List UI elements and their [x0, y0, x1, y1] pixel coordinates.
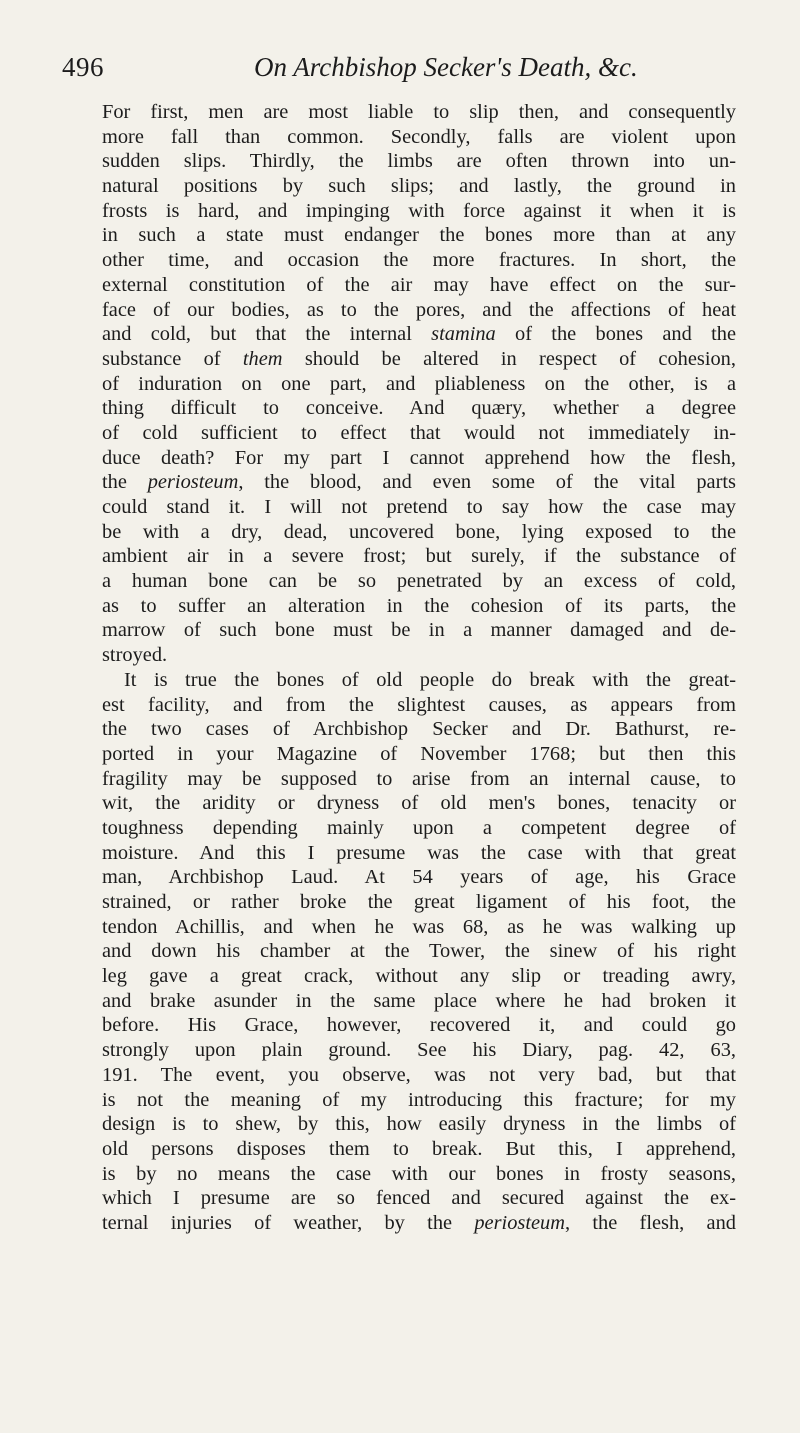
text-line: For first, men are most liable to slip then, and consequently	[102, 101, 736, 123]
italic-term: them	[242, 347, 283, 370]
text-segment: of the bones and the	[495, 323, 736, 346]
text-line: fragility may be supposed to arise from an internal cause, to	[102, 767, 736, 790]
text-line: natural positions by such slips; and lastly, the ground in	[102, 175, 736, 198]
text-line: a human bone can be so penetrated by an excess of cold,	[102, 570, 736, 593]
text-line: man, Archbishop Laud. At 54 years of age, his Grace	[102, 866, 736, 889]
text-line: and down his chamber at the Tower, the sinew of his right	[102, 940, 736, 963]
text-line: strongly upon plain ground. See his Diary, pag. 42, 63,	[102, 1039, 736, 1062]
text-line: which I presume are so fenced and secured against the ex-	[102, 1187, 736, 1210]
italic-term: stamina	[431, 323, 496, 346]
text-line	[102, 322, 736, 347]
text-line: could stand it. I will not pretend to say how the case may	[102, 496, 736, 518]
text-line: of cold sufficient to effect that would not immediately in-	[102, 421, 736, 444]
text-line: the two cases of Archbishop Secker and Dr. Bathurst, re-	[102, 718, 736, 741]
text-segment: , the flesh, and	[564, 1211, 736, 1234]
text-line: old persons disposes them to break. But this, I apprehend,	[102, 1137, 736, 1160]
text-line: moisture. And this I presume was the case with that great	[102, 841, 736, 864]
text-line: strained, or rather broke the great ligament of his foot, the	[102, 891, 736, 913]
text-line: external constitution of the air may have effect on the sur-	[102, 273, 736, 296]
text-line: and brake asunder in the same place where he had broken it	[102, 989, 736, 1012]
page-header	[62, 52, 734, 92]
italic-term: periosteum	[474, 1211, 565, 1234]
text-line: duce death? For my part I cannot apprehend how the flesh,	[102, 446, 736, 469]
text-line: leg gave a great crack, without any slip or treading awry,	[102, 965, 736, 988]
text-line: more fall than common. Secondly, falls are violent upon	[102, 125, 736, 148]
text-line: before. His Grace, however, recovered it, and could go	[102, 1014, 736, 1037]
text-line: in such a state must endanger the bones more than at any	[102, 224, 736, 247]
text-line: sudden slips. Thirdly, the limbs are often thrown into un-	[102, 150, 736, 173]
text-line: as to suffer an alteration in the cohesion of its parts, the	[102, 594, 736, 617]
text-line: of induration on one part, and pliableness on the other, is a	[102, 372, 736, 395]
text-line: toughness depending mainly upon a competent degree of	[102, 816, 736, 839]
running-title: On Archbishop Secker's Death, &c.	[254, 52, 638, 82]
text-line: other time, and occasion the more fractures. In short, the	[102, 249, 736, 272]
text-line: is not the meaning of my introducing this fracture; for my	[102, 1088, 736, 1111]
text-line: ported in your Magazine of November 1768; but then this	[102, 742, 736, 765]
text-line: stroyed.	[102, 644, 168, 667]
text-line: is by no means the case with our bones in frosty seasons,	[102, 1162, 736, 1185]
text-line: wit, the aridity or dryness of old men's bones, tenacity or	[102, 792, 736, 815]
text-line: design is to shew, by this, how easily dryness in the limbs of	[102, 1113, 736, 1136]
text-line: tendon Achillis, and when he was 68, as he was walking up	[102, 915, 736, 938]
text-line: face of our bodies, as to the pores, and the affections of heat	[102, 298, 736, 321]
italic-term: periosteum	[147, 471, 239, 494]
text-segment: , the blood, and even some of the vital parts	[238, 471, 736, 494]
text-line	[102, 470, 736, 495]
text-line: frosts is hard, and impinging with force against it when it is	[102, 199, 736, 222]
text-segment: ternal injuries of weather, by the	[102, 1211, 475, 1234]
text-line: marrow of such bone must be in a manner damaged and de-	[102, 619, 736, 642]
text-line: thing difficult to conceive. And quæry, whether a degree	[102, 397, 736, 420]
body-text	[102, 100, 736, 1236]
text-line: est facility, and from the slightest causes, as appears from	[102, 693, 736, 716]
text-line: It is true the bones of old people do break with the great-	[124, 668, 736, 691]
text-line	[102, 1211, 736, 1236]
text-line: ambient air in a severe frost; but surely, if the substance of	[102, 545, 736, 568]
text-segment: substance of	[102, 347, 243, 370]
text-line: be with a dry, dead, uncovered bone, lying exposed to the	[102, 520, 736, 543]
page-number: 496	[62, 52, 104, 82]
text-segment: should be altered in respect of cohesion,	[282, 347, 736, 370]
text-line	[102, 347, 736, 372]
text-line: 191. The event, you observe, was not very bad, but that	[102, 1063, 736, 1086]
text-segment: the	[102, 471, 148, 494]
text-segment: and cold, but that the internal	[102, 323, 432, 346]
